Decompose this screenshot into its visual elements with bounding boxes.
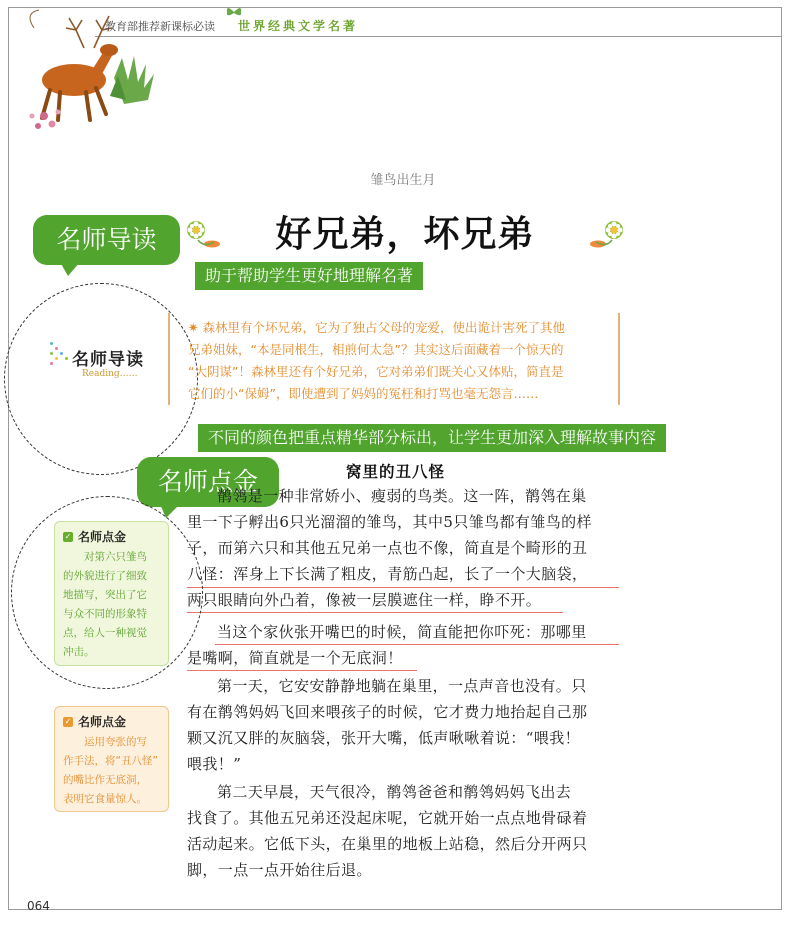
story-line: 鹡鸰是一种非常娇小、瘦弱的鸟类。这一阵，鹡鸰在巢 — [217, 487, 587, 505]
story-line: 脚，一点一点开始往后退。 — [187, 861, 372, 879]
story-line: 有在鹡鸰妈妈飞回来喂孩子的时候，它才费力地抬起自己那 — [187, 703, 588, 721]
story-line: 当这个家伙张开嘴巴的时候，简直能把你吓死：那哪里 — [217, 623, 587, 641]
reading-guide-box — [168, 313, 620, 405]
story-line: 颗又沉又胖的灰脑袋，张开大嘴，低声啾啾着说：“喂我！ — [187, 729, 581, 747]
reading-section-subtitle: Reading…… — [82, 369, 138, 379]
reading-dot — [50, 342, 53, 345]
reading-dot — [55, 357, 58, 360]
story-line: 是嘴啊，简直就是一个无底洞！ — [187, 649, 403, 667]
note-body: 运用夸张的写 作手法，将“丑八怪” 的嘴比作无底洞， 表明它食量惊人。 — [63, 736, 158, 805]
story-line: 活动起来。它低下头，在巢里的地板上站稳，然后分开两只 — [187, 835, 588, 853]
highlight-underline — [187, 670, 417, 671]
check-icon: ✓ — [64, 716, 72, 726]
reading-guide-line: 兄弟姐妹，“本是同根生，相煎何太急”？其实这后面藏着一个惊天的 — [188, 342, 564, 357]
star-bullet-icon: ✷ — [188, 320, 203, 335]
chapter-label: 雏鸟出生月 — [370, 173, 436, 188]
color-explain-tag: 不同的颜色把重点精华部分标出，让学生更加深入理解故事内容 — [198, 424, 666, 452]
flower-icon-right — [588, 216, 628, 252]
story-line: 里一下子孵出6只光溜溜的雏鸟，其中5只雏鸟都有雏鸟的样 — [187, 513, 592, 531]
reading-guide-line: “大阴谋”！森林里还有个好兄弟，它对弟弟们既关心又体贴，简直是 — [188, 364, 564, 379]
reading-dot — [50, 352, 53, 355]
gold-highlight-circle — [11, 496, 203, 689]
series-tagline: 世界经典文学名著 — [238, 19, 359, 33]
margin-note-exaggeration — [54, 706, 169, 812]
guide-explain-tag: 助于帮助学生更好地理解名著 — [195, 262, 423, 290]
reading-dot — [60, 352, 63, 355]
section-title: 窝里的丑八怪 — [346, 462, 446, 481]
reading-dot — [50, 362, 53, 365]
story-line: 喂我！” — [187, 755, 242, 773]
check-icon: ✓ — [64, 531, 72, 541]
guide-callout-bubble: 名师导读 — [33, 215, 180, 265]
story-line: 八怪：浑身上下长满了粗皮，青筋凸起，长了一个大脑袋， — [187, 565, 588, 583]
header-rule — [95, 36, 781, 37]
reading-section-title: 名师导读 — [72, 350, 144, 370]
note-header: ✓ 名师点金 — [64, 530, 127, 544]
series-name: 教育部推荐新课标必读 — [105, 20, 215, 33]
note-header: ✓ 名师点金 — [64, 715, 127, 729]
reading-dot — [65, 357, 68, 360]
guide-callout-tail — [60, 262, 80, 276]
story-line: 子，而第六只和其他五兄弟一点也不像，简直是个畸形的丑 — [187, 539, 588, 557]
note-body: 对第六只雏鸟 的外貌进行了细致 地描写，突出了它 与众不同的形象特 点，给人一种视觉 冲击。 — [63, 551, 147, 658]
flower-icon-left — [182, 216, 222, 252]
highlight-underline — [215, 644, 619, 645]
story-line: 两只眼睛向外凸着，像被一层膜遮住一样，睁不开。 — [187, 591, 542, 609]
page-title: 好兄弟，坏兄弟 — [275, 213, 535, 255]
reading-dot — [55, 347, 58, 350]
reading-guide-line: ✷ 森林里有个坏兄弟，它为了独占父母的宠爱，使出诡计害死了其他 — [188, 320, 565, 335]
story-line: 找食了。其他五兄弟还没起床呢，它就开始一点点地骨碌着 — [187, 809, 588, 827]
gold-callout-bubble: 名师点金 — [137, 457, 279, 507]
story-line: 第二天早晨，天气很冷，鹡鸰爸爸和鹡鸰妈妈飞出去 — [217, 783, 572, 801]
page-number: 064 — [27, 899, 50, 913]
story-line: 第一天，它安安静静地躺在巢里，一点声音也没有。只 — [217, 677, 587, 695]
highlight-underline — [187, 612, 563, 613]
reading-guide-line: 它们的小“保姆”，即使遭到了妈妈的冤枉和打骂也毫无怨言…… — [188, 386, 539, 401]
